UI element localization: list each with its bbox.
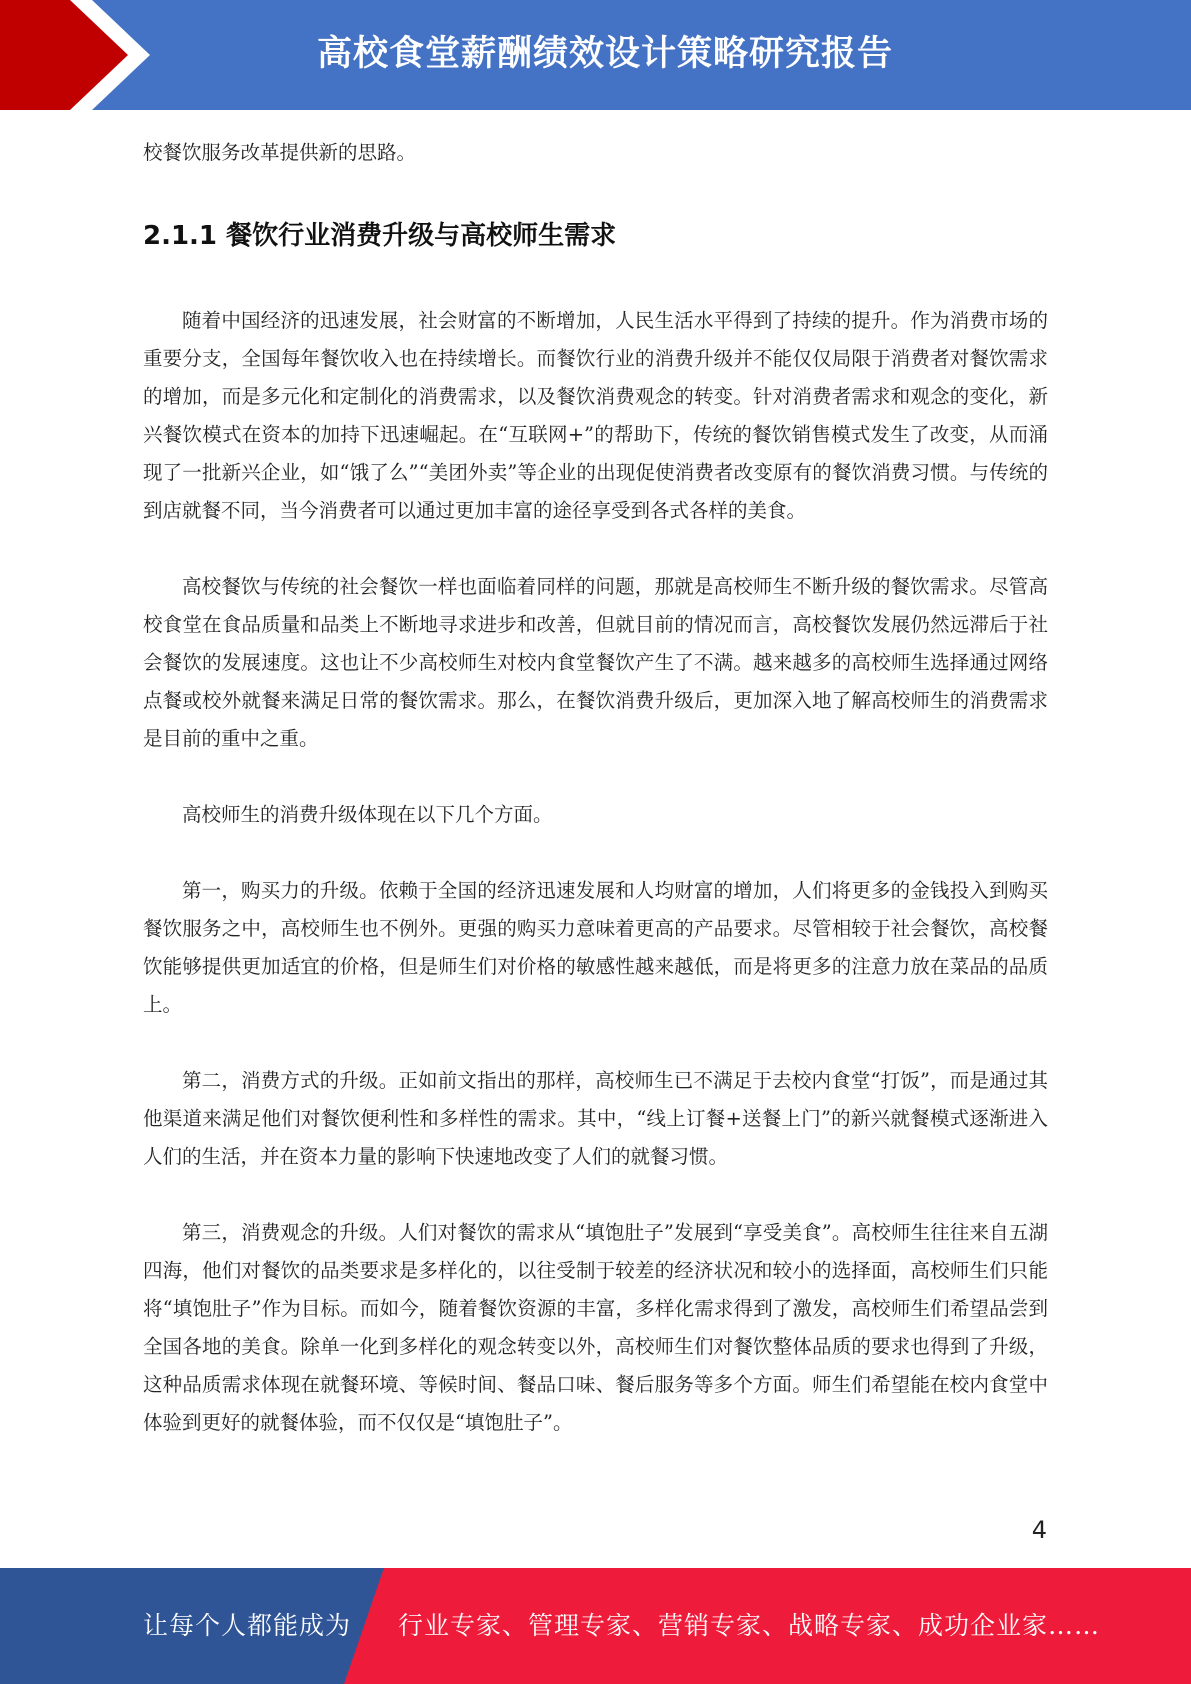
- document-body: [143, 134, 1048, 1480]
- header-title: 高校食堂薪酬绩效设计策略研究报告: [316, 34, 893, 74]
- header-band: [0, 0, 1191, 110]
- paragraph: 高校师生的消费升级体现在以下几个方面。: [182, 803, 553, 826]
- page-number: 4: [1031, 1516, 1047, 1544]
- footer-band: [0, 1568, 1191, 1684]
- paragraph: 随着中国经济的迅速发展，社会财富的不断增加，人民生活水平得到了持续的提升。作为消费市场的重要分支，全国每年餐饮收入也在持续增长。而餐饮行业的消费升级并不能仅仅局限于消费者对餐饮需求的增加，而是多元化和定制化的消费需求，以及餐饮消费观念的转变。针对消费者需求和观念的变化，新兴餐饮模式在资本的加持下迅速崛起。在“互联网+”的帮助下，传统的餐饮销售模式发生了改变，从而涌现了一批新兴企业，如“饿了么”“美团外卖”等企业的出现促使消费者改变原有的餐饮消费习惯。与传统的到店就餐不同，当今消费者可以通过更加丰富的途径享受到各式各样的美食。: [143, 309, 1048, 522]
- section-heading: 2.1.1 餐饮行业消费升级与高校师生需求: [143, 221, 617, 251]
- paragraph: 第一，购买力的升级。依赖于全国的经济迅速发展和人均财富的增加，人们将更多的金钱投入到购买餐饮服务之中，高校师生也不例外。更强的购买力意味着更高的产品要求。尽管相较于社会餐饮，高校餐饮能够提供更加适宜的价格，但是师生们对价格的敏感性越来越低，而是将更多的注意力放在菜品的品质上。: [143, 879, 1048, 1016]
- lead-line: 校餐饮服务改革提供新的思路。: [143, 141, 417, 164]
- paragraph: 高校餐饮与传统的社会餐饮一样也面临着同样的问题，那就是高校师生不断升级的餐饮需求。尽管高校食堂在食品质量和品类上不断地寻求进步和改善，但就目前的情况而言，高校餐饮发展仍然远滞后于社会餐饮的发展速度。这也让不少高校师生对校内食堂餐饮产生了不满。越来越多的高校师生选择通过网络点餐或校外就餐来满足日常的餐饮需求。那么，在餐饮消费升级后，更加深入地了解高校师生的消费需求是目前的重中之重。: [143, 575, 1048, 750]
- paragraph: 第二，消费方式的升级。正如前文指出的那样，高校师生已不满足于去校内食堂“打饭”，而是通过其他渠道来满足他们对餐饮便利性和多样性的需求。其中，“线上订餐+送餐上门”的新兴就餐模式逐渐进入人们的生活，并在资本力量的影响下快速地改变了人们的就餐习惯。: [143, 1069, 1048, 1168]
- footer-slogan-right: 行业专家、管理专家、营销专家、战略专家、成功企业家……: [398, 1611, 1101, 1640]
- paragraph: 第三，消费观念的升级。人们对餐饮的需求从“填饱肚子”发展到“享受美食”。高校师生往往来自五湖四海，他们对餐饮的品类要求是多样化的，以往受制于较差的经济状况和较小的选择面，高校师生们只能将“填饱肚子”作为目标。而如今，随着餐饮资源的丰富，多样化需求得到了激发，高校师生们希望品尝到全国各地的美食。除单一化到多样化的观念转变以外，高校师生们对餐饮整体品质的要求也得到了升级，这种品质需求体现在就餐环境、等候时间、餐品口味、餐后服务等多个方面。师生们希望能在校内食堂中体验到更好的就餐体验，而不仅仅是“填饱肚子”。: [143, 1221, 1048, 1434]
- footer-slogan-left: 让每个人都能成为: [143, 1611, 352, 1640]
